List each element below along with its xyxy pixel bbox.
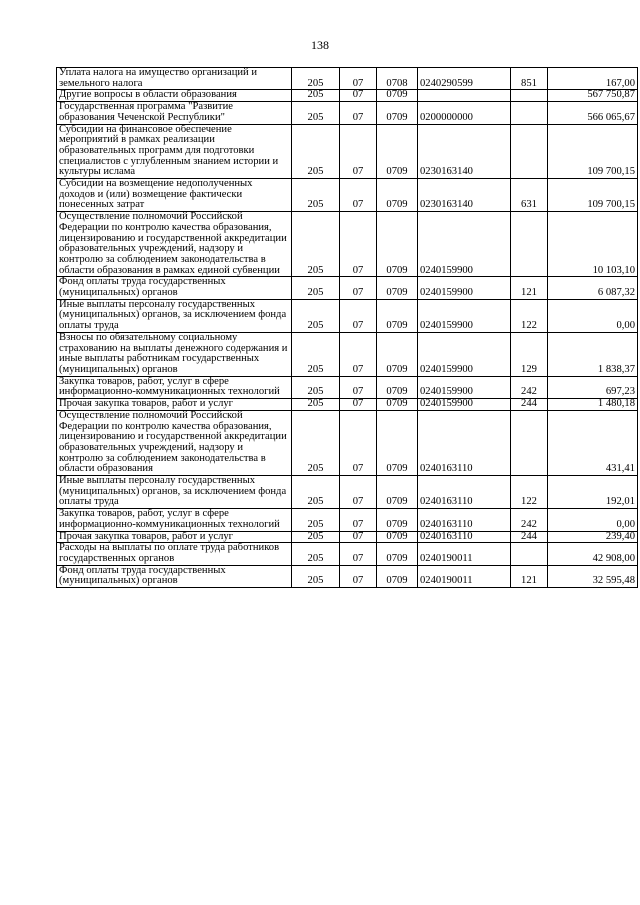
table-row [57,410,638,475]
budget-table-body [57,68,638,588]
row-subsection: 0709 [377,476,418,509]
row-expense-type [511,410,548,475]
row-admin-code: 205 [292,376,340,398]
row-name: Осуществление полномочий Российской Федерации по контролю качества образования, лицензированию и государственной аккредитации образовательных учреждений, надзору и контролю за соблюдением законодательства в области образования в рамках единой субвенции [57,212,292,277]
table-row [57,90,638,102]
row-amount: 1 838,37 [548,332,638,376]
row-admin-code: 205 [292,509,340,531]
row-subsection: 0709 [377,376,418,398]
row-target-article: 0240190011 [418,543,511,565]
row-target-article: 0240159900 [418,277,511,299]
row-admin-code: 205 [292,332,340,376]
row-admin-code: 205 [292,565,340,587]
row-name: Расходы на выплаты по оплате труда работников государственных органов [57,543,292,565]
row-target-article: 0240163110 [418,509,511,531]
row-name: Закупка товаров, работ, услуг в сфере информационно-коммуникационных технологий [57,509,292,531]
row-amount: 6 087,32 [548,277,638,299]
row-amount: 167,00 [548,68,638,90]
row-name: Фонд оплаты труда государственных (муниципальных) органов [57,565,292,587]
table-row [57,543,638,565]
row-section: 07 [340,277,377,299]
row-subsection: 0709 [377,332,418,376]
row-admin-code: 205 [292,543,340,565]
row-expense-type: 121 [511,277,548,299]
row-name: Осуществление полномочий Российской Федерации по контролю качества образования, лицензированию и государственной аккредитации образовательных учреждений, надзору и контролю за соблюдением законодательства в области образования [57,410,292,475]
table-row [57,212,638,277]
row-name: Иные выплаты персоналу государственных (муниципальных) органов, за исключением фонда оплаты труда [57,299,292,332]
row-section: 07 [340,179,377,212]
row-section: 07 [340,68,377,90]
row-admin-code: 205 [292,212,340,277]
row-expense-type: 242 [511,509,548,531]
row-name: Уплата налога на имущество организаций и земельного налога [57,68,292,90]
row-target-article: 0240190011 [418,565,511,587]
row-expense-type [511,124,548,179]
row-name: Государственная программа "Развитие образования Чеченской Республики" [57,102,292,124]
row-expense-type: 851 [511,68,548,90]
row-expense-type [511,90,548,102]
row-name: Взносы по обязательному социальному страхованию на выплаты денежного содержания и иные выплаты работникам государственных (муниципальных) органов [57,332,292,376]
row-subsection: 0709 [377,90,418,102]
row-amount: 192,01 [548,476,638,509]
row-target-article: 0240163110 [418,410,511,475]
row-target-article: 0230163140 [418,124,511,179]
row-amount: 431,41 [548,410,638,475]
row-expense-type: 122 [511,476,548,509]
row-admin-code: 205 [292,476,340,509]
row-amount: 1 480,18 [548,399,638,411]
table-row [57,179,638,212]
budget-table [56,67,638,588]
row-target-article: 0240159900 [418,376,511,398]
row-name: Иные выплаты персоналу государственных (муниципальных) органов, за исключением фонда оплаты труда [57,476,292,509]
row-target-article: 0240163110 [418,531,511,543]
row-admin-code: 205 [292,124,340,179]
row-name: Субсидии на возмещение недополученных доходов и (или) возмещение фактически понесенных затрат [57,179,292,212]
row-amount: 10 103,10 [548,212,638,277]
row-admin-code: 205 [292,179,340,212]
row-section: 07 [340,476,377,509]
row-expense-type: 242 [511,376,548,398]
table-row [57,476,638,509]
table-row [57,299,638,332]
row-amount: 566 065,67 [548,102,638,124]
row-amount: 0,00 [548,299,638,332]
row-amount: 32 595,48 [548,565,638,587]
page-number: 138 [311,38,329,52]
row-subsection: 0709 [377,509,418,531]
row-name: Прочая закупка товаров, работ и услуг [57,531,292,543]
row-target-article: 0200000000 [418,102,511,124]
row-amount: 567 750,87 [548,90,638,102]
row-expense-type [511,543,548,565]
row-expense-type: 122 [511,299,548,332]
row-section: 07 [340,90,377,102]
row-expense-type: 244 [511,399,548,411]
row-admin-code: 205 [292,68,340,90]
row-expense-type [511,212,548,277]
table-row [57,376,638,398]
row-amount: 239,40 [548,531,638,543]
row-section: 07 [340,102,377,124]
table-row [57,102,638,124]
row-target-article: 0240159900 [418,399,511,411]
row-admin-code: 205 [292,299,340,332]
row-target-article: 0240159900 [418,299,511,332]
row-target-article [418,90,511,102]
table-row [57,124,638,179]
row-section: 07 [340,410,377,475]
row-section: 07 [340,543,377,565]
row-target-article: 0230163140 [418,179,511,212]
row-subsection: 0709 [377,531,418,543]
row-subsection: 0709 [377,565,418,587]
row-admin-code: 205 [292,531,340,543]
row-name: Фонд оплаты труда государственных (муниципальных) органов [57,277,292,299]
row-target-article: 0240159900 [418,212,511,277]
row-amount: 109 700,15 [548,179,638,212]
row-expense-type: 631 [511,179,548,212]
row-expense-type: 121 [511,565,548,587]
row-subsection: 0709 [377,277,418,299]
row-section: 07 [340,376,377,398]
row-section: 07 [340,565,377,587]
row-amount: 0,00 [548,509,638,531]
row-target-article: 0240159900 [418,332,511,376]
table-row [57,565,638,587]
row-name: Закупка товаров, работ, услуг в сфере информационно-коммуникационных технологий [57,376,292,398]
row-subsection: 0709 [377,410,418,475]
row-admin-code: 205 [292,90,340,102]
row-section: 07 [340,531,377,543]
row-section: 07 [340,299,377,332]
row-section: 07 [340,509,377,531]
row-subsection: 0708 [377,68,418,90]
row-target-article: 0240163110 [418,476,511,509]
row-amount: 42 908,00 [548,543,638,565]
row-subsection: 0709 [377,124,418,179]
row-subsection: 0709 [377,543,418,565]
row-amount: 697,23 [548,376,638,398]
row-admin-code: 205 [292,410,340,475]
row-section: 07 [340,124,377,179]
row-subsection: 0709 [377,399,418,411]
row-admin-code: 205 [292,277,340,299]
row-name: Прочая закупка товаров, работ и услуг [57,399,292,411]
row-subsection: 0709 [377,212,418,277]
row-name: Субсидии на финансовое обеспечение мероприятий в рамках реализации образовательных программ для подготовки специалистов с углубленным знанием истории и культуры ислама [57,124,292,179]
row-expense-type: 244 [511,531,548,543]
row-expense-type: 129 [511,332,548,376]
row-amount: 109 700,15 [548,124,638,179]
row-subsection: 0709 [377,102,418,124]
row-subsection: 0709 [377,299,418,332]
row-section: 07 [340,212,377,277]
table-row [57,68,638,90]
row-subsection: 0709 [377,179,418,212]
row-expense-type [511,102,548,124]
table-row [57,531,638,543]
row-section: 07 [340,399,377,411]
table-row [57,509,638,531]
table-row [57,277,638,299]
row-admin-code: 205 [292,399,340,411]
table-row [57,332,638,376]
row-admin-code: 205 [292,102,340,124]
table-row [57,399,638,411]
row-section: 07 [340,332,377,376]
row-name: Другие вопросы в области образования [57,90,292,102]
row-target-article: 0240290599 [418,68,511,90]
